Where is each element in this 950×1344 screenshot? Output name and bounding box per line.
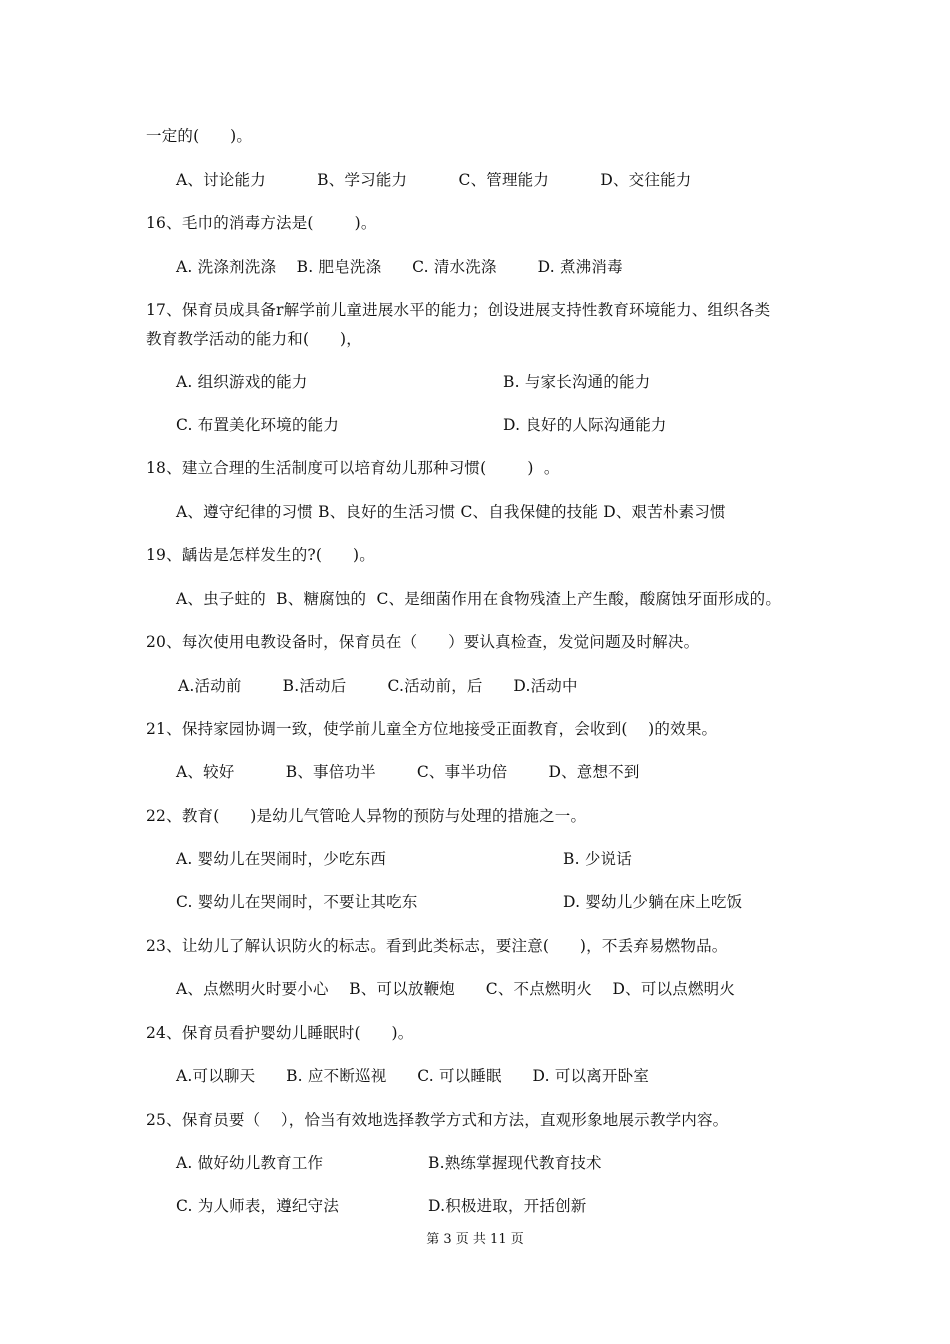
question-text: 19、龋齿是怎样发生的?( )。 [146, 546, 375, 564]
answer-options: C. 布置美化环境的能力 [176, 416, 340, 434]
answer-options: C. 婴幼儿在哭闹时，不要让其吃东 [176, 893, 418, 911]
question-text: 21、保持家园协调一致，使学前儿童全方位地接受正面教育，会收到( )的效果。 [146, 720, 718, 738]
answer-options: A、较好 B、事倍功半 C、事半功倍 D、意想不到 [176, 763, 640, 781]
answer-options: B. 少说话 [563, 850, 632, 868]
answer-options: A.可以聊天 B. 应不断巡视 C. 可以睡眠 D. 可以离开卧室 [176, 1067, 650, 1085]
answer-options: A. 洗涤剂洗涤 B. 肥皂洗涤 C. 清水洗涤 D. 煮沸消毒 [176, 258, 623, 276]
answer-options: A. 组织游戏的能力 [176, 373, 308, 391]
answer-options: D.积极进取，开括创新 [428, 1197, 587, 1215]
answer-options: A、遵守纪律的习惯 B、良好的生活习惯 C、自我保健的技能 D、艰苦朴素习惯 [176, 503, 726, 521]
answer-options: A. 做好幼儿教育工作 [176, 1154, 324, 1172]
answer-options: A、点燃明火时要小心 B、可以放鞭炮 C、不点燃明火 D、可以点燃明火 [176, 980, 736, 998]
answer-options: A、讨论能力 B、学习能力 C、管理能力 D、交往能力 [176, 171, 692, 189]
question-text: 教育教学活动的能力和( )， [146, 330, 362, 348]
answer-options: B.熟练掌握现代教育技术 [428, 1154, 602, 1172]
answer-options: C. 为人师表，遵纪守法 [176, 1197, 340, 1215]
question-text: 25、保育员要（ ），恰当有效地选择教学方式和方法，直观形象地展示教学内容。 [146, 1111, 729, 1129]
answer-options: A、虫子蛀的 B、糖腐蚀的 C、是细菌作用在食物残渣上产生酸，酸腐蚀牙面形成的。 [176, 590, 782, 608]
question-text: 22、教育( )是幼儿气管呛人异物的预防与处理的措施之一。 [146, 807, 587, 825]
question-text: 17、保育员成具备r解学前儿童进展水平的能力；创设进展支持性教育环境能力、组织各类 [146, 301, 771, 319]
question-text: 20、每次使用电教设备时，保育员在（ ）要认真检查，发觉问题及时解决。 [146, 633, 700, 651]
answer-options: B. 与家长沟通的能力 [503, 373, 651, 391]
answer-options: A. 婴幼儿在哭闹时，少吃东西 [176, 850, 387, 868]
question-text: 18、建立合理的生活制度可以培育幼儿那种习惯( ) 。 [146, 459, 560, 477]
question-text: 16、毛巾的消毒方法是( )。 [146, 214, 377, 232]
page-footer: 第 3 页 共 11 页 [426, 1232, 524, 1247]
answer-options: D. 良好的人际沟通能力 [503, 416, 667, 434]
answer-options: D. 婴幼儿少躺在床上吃饭 [563, 893, 743, 911]
answer-options: A.活动前 B.活动后 C.活动前，后 D.活动中 [178, 677, 578, 695]
question-text: 24、保育员看护婴幼儿睡眠时( )。 [146, 1024, 414, 1042]
question-text: 23、让幼儿了解认识防火的标志。看到此类标志，要注意( )，不丢弃易燃物品。 [146, 937, 728, 955]
question-text: 一定的( )。 [146, 127, 253, 145]
